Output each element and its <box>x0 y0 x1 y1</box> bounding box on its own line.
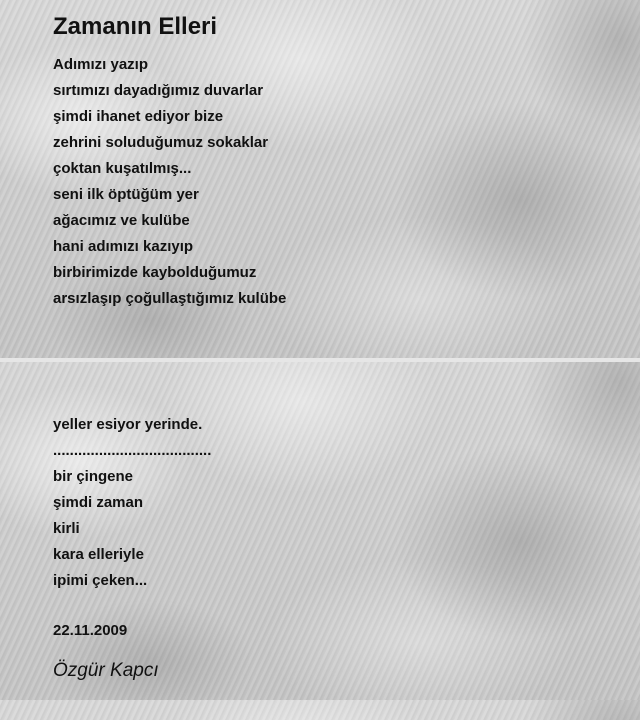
poem-line: kirli <box>53 520 80 537</box>
poem-line: şimdi ihanet ediyor bize <box>53 108 224 125</box>
poem-line: ipimi çeken... <box>53 572 148 589</box>
poem-line: arsızlaşıp çoğullaştığımız kulübe <box>53 290 287 307</box>
poem-author: Özgür Kapcı <box>53 660 159 681</box>
poem-line: birbirimizde kaybolduğumuz <box>53 264 257 281</box>
poem-line: Adımızı yazıp <box>53 56 149 73</box>
poem-line: ...................................... <box>53 442 212 459</box>
poem-line: hani adımızı kazıyıp <box>53 238 194 255</box>
poem-line: çoktan kuşatılmış... <box>53 160 192 177</box>
poem-line: zehrini soluduğumuz sokaklar <box>53 134 269 151</box>
poem-line: bir çingene <box>53 468 134 485</box>
poem-line: şimdi zaman <box>53 494 144 511</box>
poem-line: ağacımız ve kulübe <box>53 212 190 229</box>
poem-stanza-1 <box>53 52 286 312</box>
poem-title: Zamanın Elleri <box>53 13 218 40</box>
poem-card-bottom <box>0 362 640 720</box>
poem-stanza-2 <box>53 412 211 594</box>
poem-card-top <box>0 0 640 358</box>
poem-line: yeller esiyor yerinde. <box>53 416 203 433</box>
poem-line: seni ilk öptüğüm yer <box>53 186 199 203</box>
poem-line: kara elleriyle <box>53 546 144 563</box>
poem-line: sırtımızı dayadığımız duvarlar <box>53 82 264 99</box>
poem-date: 22.11.2009 <box>53 622 128 639</box>
